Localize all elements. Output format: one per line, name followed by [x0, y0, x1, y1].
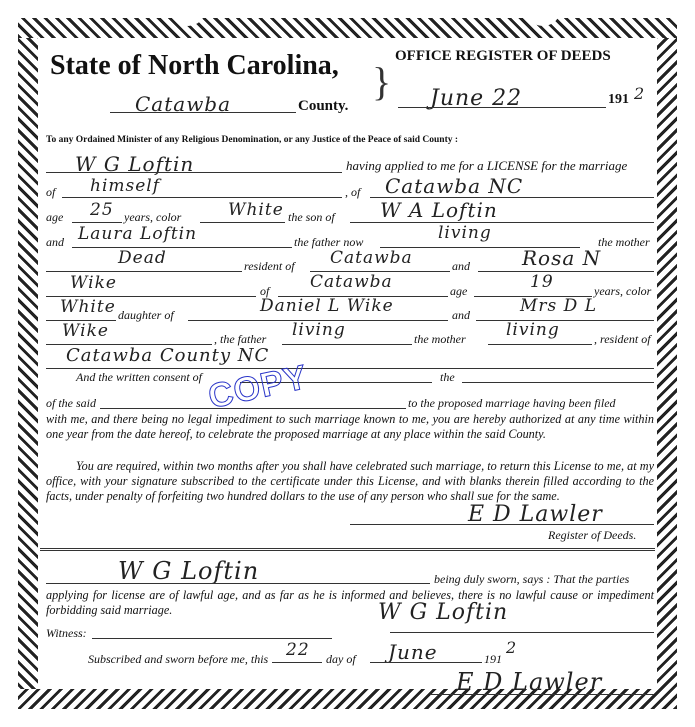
- state-title: State of North Carolina,: [50, 50, 339, 81]
- oath-name: W G Loftin: [118, 557, 260, 585]
- date-handwritten: June 22: [430, 86, 523, 111]
- address-line: To any Ordained Minister of any Religious Denomination, or any Justice of the Peace of said County :: [46, 135, 459, 145]
- bride-first-name: Rosa N: [522, 246, 602, 270]
- year-print: 191: [608, 92, 629, 107]
- bride-mother: Mrs D L: [520, 296, 597, 316]
- county-label: County.: [298, 98, 349, 114]
- applicant-name: W G Loftin: [75, 152, 195, 176]
- bride-father: Daniel L Wike: [260, 296, 394, 316]
- year-handwritten: 2: [634, 84, 646, 103]
- bride-parents-residence: Catawba County NC: [66, 345, 270, 366]
- groom-age: 25: [90, 200, 114, 220]
- sworn-day: 22: [286, 640, 310, 660]
- section-divider: [40, 548, 655, 551]
- groom-color: White: [228, 200, 284, 220]
- groom-mother-status: Dead: [118, 248, 167, 268]
- bride-last-name: Wike: [70, 273, 117, 293]
- groom-father-status: living: [438, 223, 492, 243]
- groom-parents-residence: Catawba: [330, 248, 413, 268]
- bride-father-status: living: [292, 320, 346, 340]
- oath-signature: W G Loftin: [378, 600, 509, 625]
- final-signature: E D Lawler: [456, 668, 603, 696]
- sworn-year: 2: [506, 638, 518, 657]
- register-signature: E D Lawler: [468, 502, 603, 527]
- oath-paragraph: applying for license are of lawful age, and as far as he is informed and believes, there is no lawful cause or impediment forbidding said marriage.: [46, 588, 654, 617]
- bride-age: 19: [530, 272, 554, 292]
- office-title: OFFICE REGISTER OF DEEDS: [395, 48, 611, 64]
- authorization-paragraph: with me, and there being no legal impediment to such marriage known to me, you are hereby authorized at any time within one year from the date hereof, to celebrate the proposed marriage at any place within the said County.: [46, 412, 654, 441]
- return-paragraph: You are required, within two months after you shall have celebrated such marriage, to return this License to me, at my office, with your signature subscribed to the certificate under this License, and with blanks therein filled according to the facts, under penalty of forfeiting two hundred dollars to the use of any person who shall sue for the same.: [46, 459, 654, 503]
- groom-residence: Catawba NC: [385, 174, 524, 198]
- copy-stamp: COPY: [205, 357, 312, 417]
- register-label: Register of Deeds.: [548, 528, 637, 542]
- groom-relation: himself: [90, 176, 161, 196]
- groom-mother: Laura Loftin: [78, 224, 198, 244]
- groom-father: W A Loftin: [380, 198, 498, 222]
- bride-color: White: [60, 297, 116, 317]
- county-handwritten: Catawba: [135, 92, 232, 116]
- bride-mother-status: living: [506, 320, 560, 340]
- bride-mother-last: Wike: [62, 321, 109, 341]
- bride-residence: Catawba: [310, 272, 393, 292]
- sworn-month: June: [388, 640, 438, 664]
